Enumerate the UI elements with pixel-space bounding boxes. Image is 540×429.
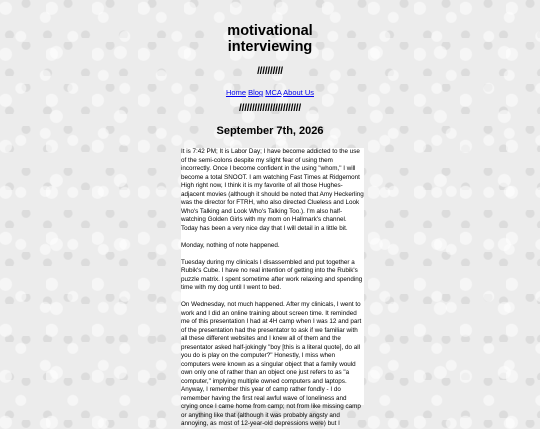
nav-link-mca[interactable]: MCA	[265, 88, 282, 97]
site-title-line2: interviewing	[227, 39, 313, 55]
nav-link-about-us[interactable]: About Us	[283, 88, 314, 97]
post-content	[181, 148, 364, 427]
nav-link-blog[interactable]: Blog	[248, 88, 264, 97]
divider-bottom: ////////////////////////	[239, 103, 301, 114]
site-title	[0, 0, 540, 55]
nav-bar	[0, 88, 540, 98]
post-paragraph: It is 7:42 PM; It is Labor Day; I have become addicted to the use of the semi-colons despite my slight fear of using them incorrectly. Once I become confident in the using "whom," I will become a total SNOOT. I am watching Fast Times at Ridgemont High right now, I think it is my favorite of all those Hughes-adjacent movies (although it should be noted that Amy Heckerling was the director for FTRH, who also directed Clueless and Look Who's Talking and Look Who's Talking Too.). I'm also half-watching Golden Girls with my mom on Hallmark's channel. Today has been a very nice day that I will detail in a little bit.	[181, 148, 364, 232]
post-paragraph: Monday, nothing of note happened.	[181, 241, 280, 249]
post-paragraph: Tuesday during my clinicals I disassembled and put together a Rubik's Cube. I have no real intention of getting into the Rubik's puzzle matrix. I spent sometime after work relaxing and spending time with my dog until I went to bed.	[181, 258, 363, 291]
site-title-line1: motivational	[227, 23, 313, 39]
nav-link-home[interactable]: Home	[225, 88, 246, 97]
divider-top: //////////	[257, 66, 283, 77]
post-date-title: September 7th, 2026	[216, 125, 324, 137]
post-paragraph: On Wednesday, not much happened. After my clinicals, I went to work and I did an online training about screen time. It reminded me of this presentation I had at 4H camp when I was 12 and part of the presentation had the presentator to ask if we familiar with all these different websites and I knew all of them and the presentator asked half-jokingly "boy [this is a literal quote], do all you do is play on the computer?" Honestly, I miss when computers were known as a singular object that a family would own only one of rather than an object one just refers to as "a computer," implying multiple owned computers and laptops. Anyway, I remember this year of camp rather fondly - I do remember having the first real awful wave of loneliness and crying once I came home from camp; not from like missing camp or anything like that (although it was probably angsty and annoying, as most of 12-year-old depressions were) but I	[181, 301, 362, 427]
